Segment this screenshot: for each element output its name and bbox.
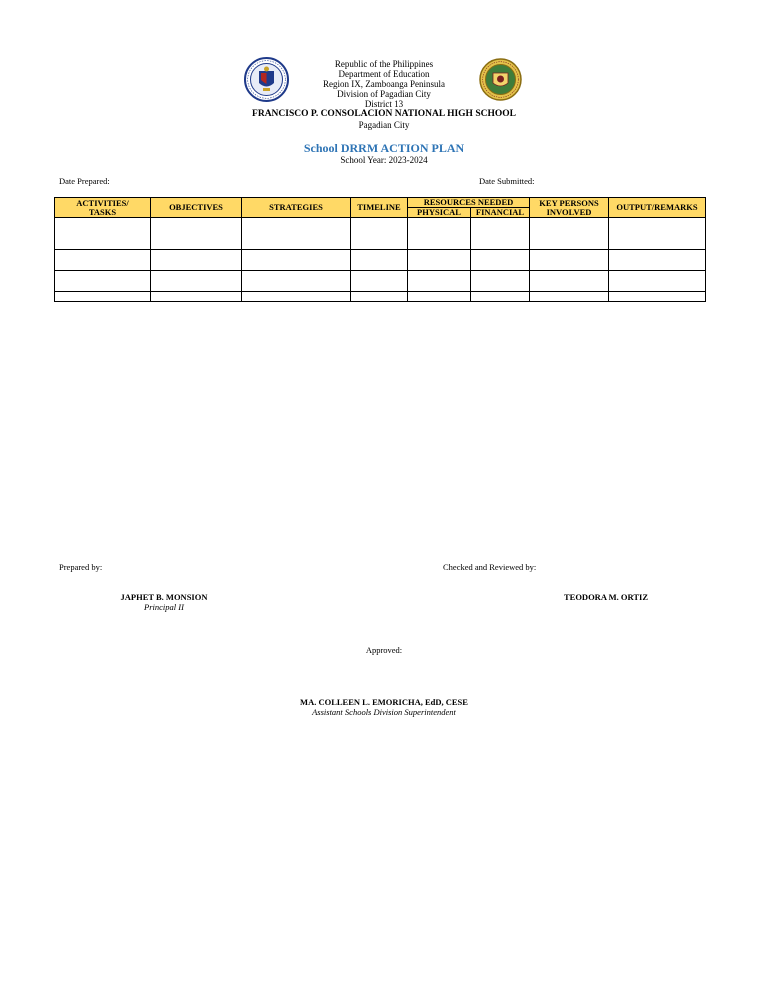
header-line-2: Department of Education	[338, 69, 430, 79]
table-cell	[471, 250, 530, 271]
table-cell	[609, 292, 706, 302]
header-line-5: District 13	[364, 99, 404, 109]
table-cell	[151, 250, 242, 271]
table-cell	[471, 271, 530, 292]
col-header-output: OUTPUT/REMARKS	[609, 198, 706, 218]
table-cell	[242, 250, 351, 271]
table-cell	[351, 292, 408, 302]
header-line-1: Republic of the Philippines	[334, 59, 434, 69]
table-cell	[151, 218, 242, 250]
approved-signatory	[0, 697, 768, 717]
prepared-title: Principal II	[144, 602, 184, 612]
table-cell	[609, 271, 706, 292]
col-header-timeline: TIMELINE	[351, 198, 408, 218]
col-header-key-persons: KEY PERSONS INVOLVED	[530, 198, 609, 218]
table-cell	[151, 292, 242, 302]
table-cell	[55, 250, 151, 271]
school-city: Pagadian City	[358, 120, 410, 130]
table-cell	[609, 218, 706, 250]
plan-title-main: DRRM ACTION PLAN	[340, 141, 465, 155]
table-cell	[408, 292, 471, 302]
prepared-signatory	[80, 592, 248, 612]
table-cell	[408, 271, 471, 292]
approved-title: Assistant Schools Division Superintendent	[312, 707, 456, 717]
table-cell	[530, 250, 609, 271]
table-cell	[471, 292, 530, 302]
header-line-3: Region IX, Zamboanga Peninsula	[323, 79, 445, 89]
table-row	[55, 292, 706, 302]
approved-label: Approved:	[365, 645, 403, 655]
date-submitted-label: Date Submitted:	[479, 176, 535, 186]
table-row	[55, 271, 706, 292]
checked-by-label: Checked and Reviewed by:	[443, 562, 537, 572]
table-row	[55, 218, 706, 250]
col-header-financial: FINANCIAL	[471, 208, 530, 218]
col-header-activities: ACTIVITIES/ TASKS	[55, 198, 151, 218]
table-cell	[530, 218, 609, 250]
table-cell	[471, 218, 530, 250]
table-cell	[609, 250, 706, 271]
table-cell	[408, 218, 471, 250]
table-cell	[55, 292, 151, 302]
approved-name: MA. COLLEEN L. EMORICHA, EdD, CESE	[300, 697, 468, 707]
col-header-strategies: STRATEGIES	[242, 198, 351, 218]
table-cell	[530, 292, 609, 302]
table-cell	[242, 218, 351, 250]
header-line-4: Division of Pagadian City	[337, 89, 431, 99]
table-cell	[151, 271, 242, 292]
table-cell	[55, 218, 151, 250]
table-cell	[351, 250, 408, 271]
table-cell	[55, 271, 151, 292]
table-cell	[242, 292, 351, 302]
table-cell	[242, 271, 351, 292]
prepared-by-label: Prepared by:	[59, 562, 103, 572]
prepared-name: JAPHET B. MONSION	[120, 592, 208, 602]
date-prepared-label: Date Prepared:	[59, 176, 110, 186]
school-year: School Year: 2023-2024	[340, 155, 428, 165]
col-header-objectives: OBJECTIVES	[151, 198, 242, 218]
table-cell	[351, 218, 408, 250]
table-cell	[408, 250, 471, 271]
action-plan-table	[54, 197, 706, 302]
col-header-resources: RESOURCES NEEDED	[408, 198, 530, 208]
table-cell	[530, 271, 609, 292]
checked-signatory	[520, 592, 692, 602]
table-cell	[351, 271, 408, 292]
col-header-physical: PHYSICAL	[408, 208, 471, 218]
checked-name: TEODORA M. ORTIZ	[563, 592, 648, 602]
table-row	[55, 250, 706, 271]
plan-title-prefix: School	[303, 141, 338, 155]
school-name: FRANCISCO P. CONSOLACION NATIONAL HIGH SCHOOL	[252, 109, 516, 119]
plan-title	[0, 141, 768, 156]
